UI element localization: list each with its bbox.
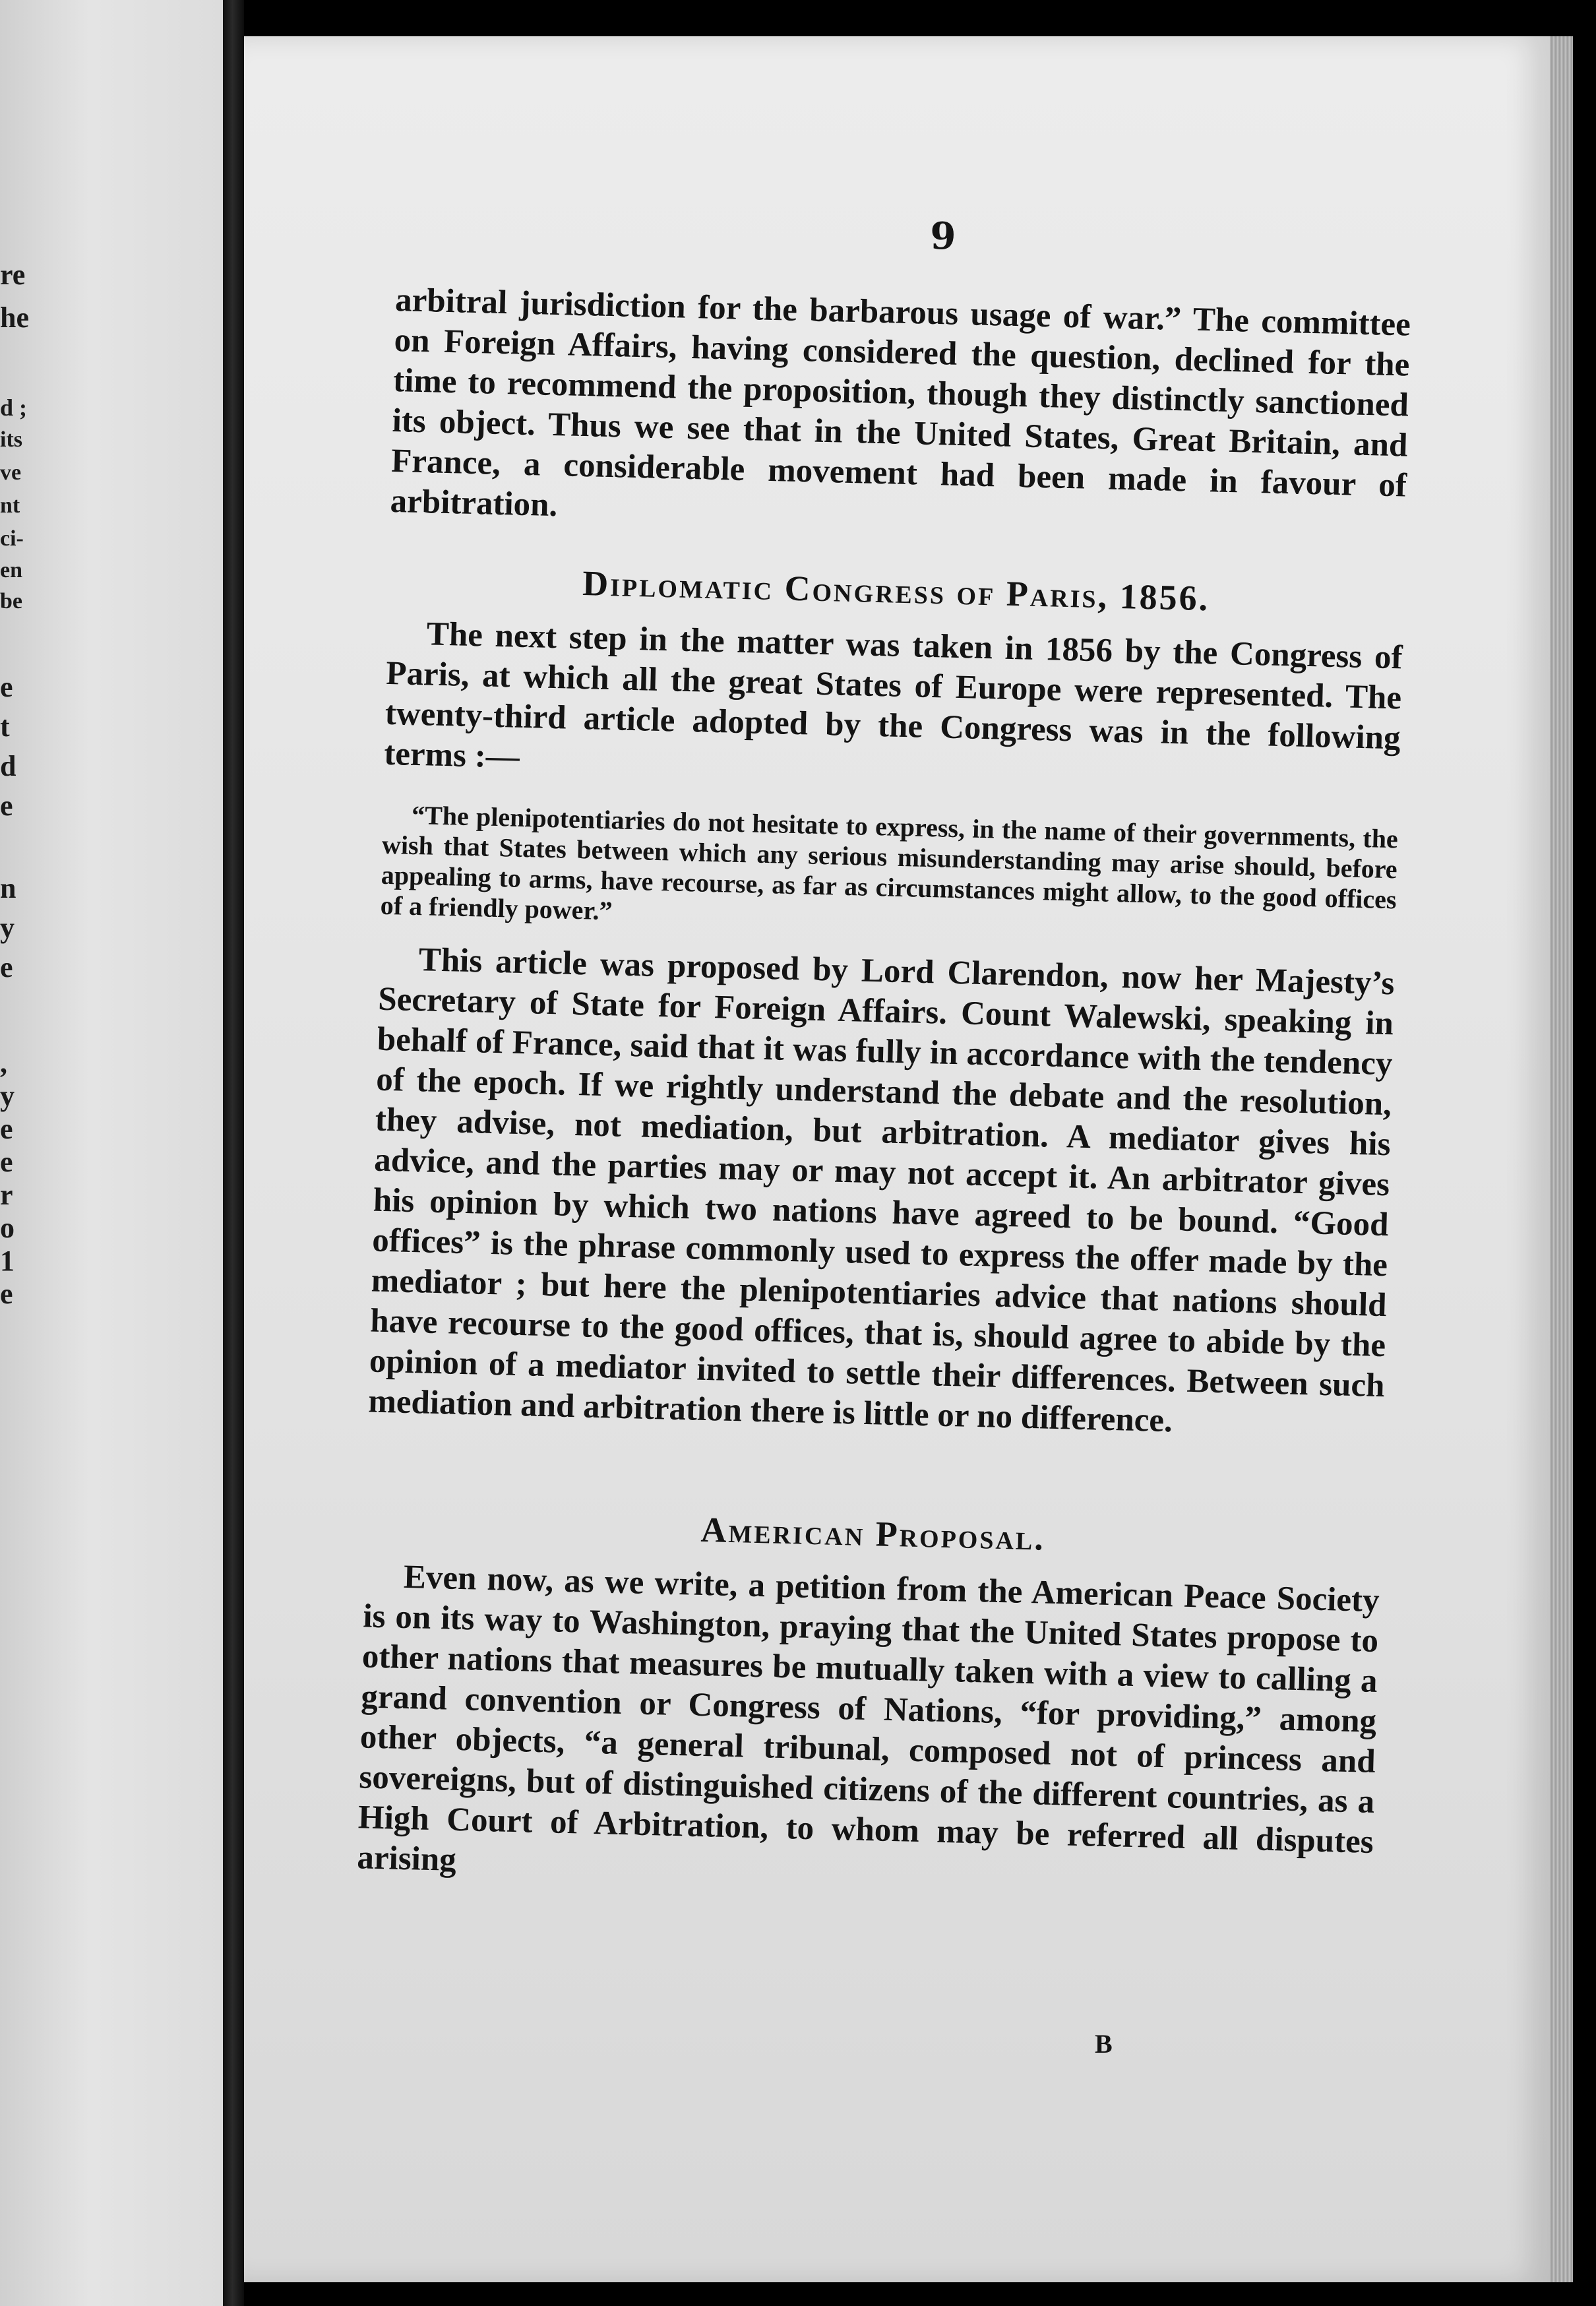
left-page-fragment: y (0, 912, 15, 944)
left-page-fragment: be (0, 589, 22, 613)
heading-american-proposal: American Proposal. (700, 1509, 1046, 1558)
left-page-fragment: o (0, 1212, 15, 1244)
paragraph-lord-clarendon: This article was proposed by Lord Clarendon, now her Majesty’s Secretary of State for Foreign Affairs. Count Walewski, speaking in behalf of France, said that it was fully in accordance with the tendency of the epoch. If we rightly understand the debate and the resolution, they advise, not mediation, but arbitration. A mediator gives his advice, and the parties may or may not accept it. An arbitrator gives his opinion by which two nations have agreed to be bound. “Good offices” is the phrase commonly used to express the offer made by the mediator ; but here the plenipotentiaries advice that nations should have recourse to the good offices, that is, should agree to abide by the opinion of a mediator invited to settle their differences. Between such mediation and arbitration there is little or no difference. (367, 941, 1396, 1440)
left-page-fragment: d ; (0, 394, 28, 421)
paragraph-congress-of-paris: The next step in the matter was taken in 1856 by the Congress of Paris, at which all the great States of Europe were represented. The twenty-third article adopted by the Congress was in the following terms :— (383, 615, 1403, 776)
left-page-fragment: t (0, 710, 10, 743)
left-page-fragment: its (0, 427, 22, 452)
right-page (244, 36, 1550, 2282)
left-page-fragment: y (0, 1080, 15, 1112)
left-page-fragment: ci- (0, 526, 24, 551)
quote-twenty-third-article: “The plenipotentiaries do not hesitate to express, in the name of their governments, the wish that States between which any serious misunderstanding may arise should, before appealing to arms, have recourse, as far as circumstances might allow, to the good offices of a friendly power.” (380, 799, 1399, 926)
left-page-fragment: e (0, 1146, 13, 1178)
left-page-fragment: e (0, 790, 13, 822)
left-page-fragment: e (0, 951, 13, 983)
paragraph-american-peace-society: Even now, as we write, a petition from the American Peace Society is on its way to Washington, praying that the United States propose to other nations that measures be mutually taken with a view to calling a grand convention or Congress of Nations, “for providing,” among other objects, “a general tribunal, composed not of princess and sovereigns, but of distinguished citizens of the different countries, as a High Court of Arbitration, to whom may be referred all disputes arising (356, 1558, 1380, 1879)
left-page-fragment: ve (0, 460, 22, 485)
left-page-fragment: 1 (0, 1245, 15, 1277)
left-page-fragment: he (0, 301, 29, 334)
left-page-margin (0, 0, 224, 2306)
page-number: 9 (930, 214, 956, 258)
left-page-fragment: re (0, 259, 26, 291)
left-page-fragment: n (0, 872, 16, 904)
left-page-fragment: e (0, 1113, 13, 1145)
left-page-fragment: e (0, 671, 13, 703)
left-page-fragment: en (0, 558, 22, 582)
main-text-block (357, 280, 1411, 1903)
heading-diplomatic-congress: Diplomatic Congress of Paris, 1856. (582, 563, 1210, 619)
book-gutter (223, 0, 244, 2306)
left-page-fragment: r (0, 1179, 13, 1211)
paragraph-continuation: arbitral jurisdiction for the barbarous usage of war.” The committee on Foreign Affairs, having considered the question, declined for the time to recommend the proposition, though they distinctly sanctioned its object. Thus we see that in the United States, Great Britain, and France, a considerable movement had been made in favour of arbitration. (390, 281, 1411, 524)
left-page-fragment: , (0, 1047, 7, 1079)
left-page-fragment: e (0, 1278, 13, 1310)
page-stack-edge (1550, 36, 1573, 2282)
left-page-fragment: nt (0, 493, 20, 518)
left-page-fragment: d (0, 750, 16, 782)
signature-mark: B (1095, 2029, 1113, 2059)
